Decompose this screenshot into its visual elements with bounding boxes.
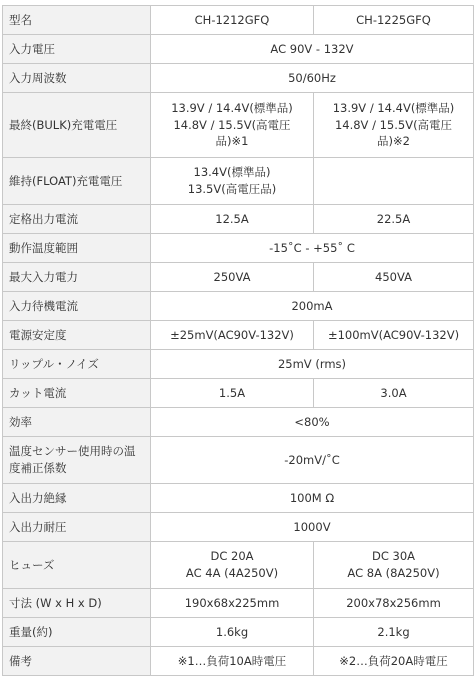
row-label: ヒューズ — [3, 542, 151, 589]
table-row — [3, 350, 474, 379]
row-value-a: 1.5A — [151, 379, 314, 408]
table-row — [3, 93, 474, 158]
row-value: -20mV/˚C — [151, 437, 474, 484]
value-line: DC 30A — [371, 549, 416, 564]
row-value-b: ※2…負荷20A時電圧 — [314, 647, 474, 676]
table-row — [3, 158, 474, 205]
row-value: AC 90V - 132V — [151, 35, 474, 64]
row-value: 100M Ω — [151, 484, 474, 513]
row-value-a — [151, 93, 314, 158]
row-label: カット電流 — [3, 379, 151, 408]
table-row — [3, 484, 474, 513]
row-label — [3, 437, 151, 484]
table-row — [3, 35, 474, 64]
table-row — [3, 321, 474, 350]
table-row — [3, 234, 474, 263]
row-value: 50/60Hz — [151, 64, 474, 93]
row-label: 入出力耐圧 — [3, 513, 151, 542]
row-value-b: 2.1kg — [314, 618, 474, 647]
row-value-b — [314, 93, 474, 158]
table-row — [3, 64, 474, 93]
table-row — [3, 618, 474, 647]
row-value: <80% — [151, 408, 474, 437]
row-label: 維持(FLOAT)充電電圧 — [3, 158, 151, 205]
value-line: 品)※1 — [215, 134, 249, 149]
table-row — [3, 379, 474, 408]
row-value-b: 200x78x256mm — [314, 589, 474, 618]
value-line: 14.8V / 15.5V(高電圧 — [173, 117, 291, 132]
value-line: 14.8V / 15.5V(高電圧 — [334, 117, 453, 132]
table-row — [3, 263, 474, 292]
header-label: 型名 — [3, 6, 151, 35]
row-label: 効率 — [3, 408, 151, 437]
row-label: 入出力絶縁 — [3, 484, 151, 513]
value-line: AC 8A (8A250V) — [347, 566, 440, 580]
row-value-b: 22.5A — [314, 205, 474, 234]
row-value-a: ※1…負荷10A時電圧 — [151, 647, 314, 676]
table-row — [3, 542, 474, 589]
row-label: 備考 — [3, 647, 151, 676]
spec-table — [2, 5, 474, 676]
row-value-a — [151, 542, 314, 589]
row-value-b: 3.0A — [314, 379, 474, 408]
table-row — [3, 589, 474, 618]
value-line: DC 20A — [210, 549, 254, 564]
table-row — [3, 408, 474, 437]
value-line: 13.4V(標準品) — [193, 165, 271, 180]
row-value: 200mA — [151, 292, 474, 321]
value-line: 13.9V / 14.4V(標準品) — [171, 100, 293, 115]
row-value-a: 12.5A — [151, 205, 314, 234]
row-label: 寸法 (W x H x D) — [3, 589, 151, 618]
row-label: リップル・ノイズ — [3, 350, 151, 379]
row-label: 入力周波数 — [3, 64, 151, 93]
row-label: 定格出力電流 — [3, 205, 151, 234]
table-row — [3, 437, 474, 484]
row-label: 最大入力電力 — [3, 263, 151, 292]
value-line: 13.9V / 14.4V(標準品) — [332, 100, 455, 115]
label-line: 度補正係数 — [9, 461, 67, 475]
table-row — [3, 205, 474, 234]
row-value: 25mV (rms) — [151, 350, 474, 379]
value-line: 品)※2 — [377, 134, 410, 149]
row-value-a: 250VA — [151, 263, 314, 292]
row-label: 入力電圧 — [3, 35, 151, 64]
row-value-a: 1.6kg — [151, 618, 314, 647]
row-value-b: ±100mV(AC90V-132V) — [314, 321, 474, 350]
table-row — [3, 513, 474, 542]
header-model-b: CH-1225GFQ — [314, 6, 474, 35]
row-value: -15˚C - +55˚ C — [151, 234, 474, 263]
row-value-a: ±25mV(AC90V-132V) — [151, 321, 314, 350]
table-row — [3, 647, 474, 676]
row-label: 最終(BULK)充電電圧 — [3, 93, 151, 158]
table-row — [3, 292, 474, 321]
row-value-a: 190x68x225mm — [151, 589, 314, 618]
value-line: AC 4A (4A250V) — [185, 566, 279, 580]
row-value-b: 450VA — [314, 263, 474, 292]
row-label: 入力待機電流 — [3, 292, 151, 321]
row-label: 動作温度範囲 — [3, 234, 151, 263]
row-value-b — [314, 158, 474, 205]
table-header-row — [3, 6, 474, 35]
label-line: 温度センサー使用時の温 — [9, 444, 136, 459]
row-value: 1000V — [151, 513, 474, 542]
row-label: 重量(約) — [3, 618, 151, 647]
header-model-a: CH-1212GFQ — [151, 6, 314, 35]
row-label: 電源安定度 — [3, 321, 151, 350]
row-value-b — [314, 542, 474, 589]
row-value-a — [151, 158, 314, 205]
value-line: 13.5V(高電圧品) — [187, 182, 277, 196]
